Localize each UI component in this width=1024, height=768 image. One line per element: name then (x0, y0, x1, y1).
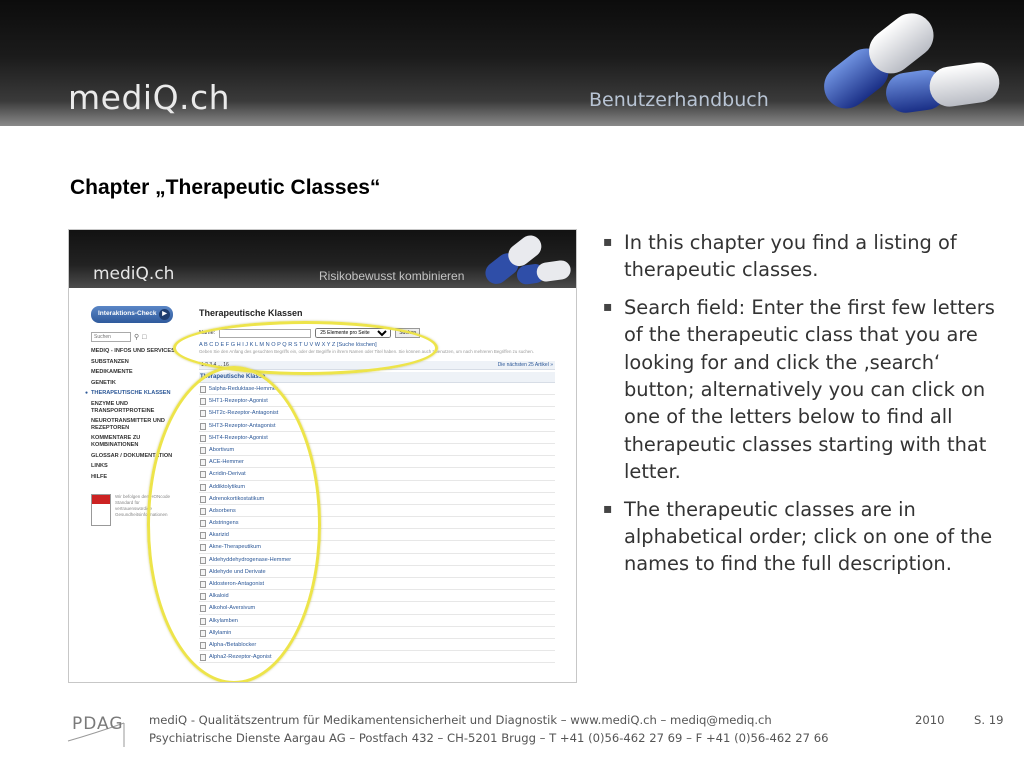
therapeutic-class-item[interactable]: Acridin-Derivat (199, 468, 555, 480)
therapeutic-class-item[interactable]: Alpha2-Rezeptor-Agonist (199, 651, 555, 663)
screenshot-sidebar (91, 306, 186, 526)
therapeutic-class-item[interactable]: Abortivum (199, 444, 555, 456)
per-page-select[interactable] (315, 328, 391, 338)
therapeutic-class-item[interactable]: 5HT2c-Rezeptor-Antagonist (199, 407, 555, 419)
name-input[interactable] (219, 329, 311, 338)
chat-icon[interactable]: □ (142, 333, 147, 341)
search-button[interactable]: Suchen (395, 328, 420, 338)
sidebar-nav-item[interactable]: MEDIKAMENTE (91, 369, 133, 376)
pager-next-link[interactable]: Die nächsten 25 Artikel » (497, 362, 553, 368)
sidebar-nav-item[interactable]: MEDIQ - INFOS UND SERVICES (91, 348, 175, 354)
therapeutic-class-item[interactable]: Adstringens (199, 517, 555, 529)
therapeutic-class-item[interactable]: 5alpha-Reduktase-Hemmer (199, 383, 555, 395)
sidebar-nav-item[interactable]: ENZYME UND TRANSPORTPROTEINE (91, 400, 155, 414)
alphabet-links[interactable]: A B C D E F G H I J K L M N O P Q R S T U V W X Y Z [Suche löschen] (199, 342, 377, 348)
therapeutic-class-item[interactable]: Allylamin (199, 627, 555, 639)
honcode-badge[interactable] (91, 494, 111, 526)
therapeutic-class-item[interactable]: 5HT4-Rezeptor-Agonist (199, 432, 555, 444)
screenshot-heading: Therapeutische Klassen (199, 308, 303, 318)
therapeutic-class-item[interactable]: Adsorbens (199, 505, 555, 517)
therapeutic-class-item[interactable]: Addiktolytikum (199, 481, 555, 493)
therapeutic-class-item[interactable]: Alkylamben (199, 615, 555, 627)
therapeutic-class-list (199, 383, 555, 663)
screenshot-slogan: Risikobewusst kombinieren (319, 269, 465, 283)
slide-title: Chapter „Therapeutic Classes“ (70, 176, 381, 199)
sidebar-nav-item[interactable]: NEUROTRANSMITTER UND REZEPTOREN (91, 418, 165, 431)
page-number: S. 19 (974, 713, 1004, 727)
footer-line-2: Psychiatrische Dienste Aargau AG – Postfach 432 – CH-5201 Brugg – T +41 (0)56-462 27 69 – F +41 (0)56-462 27 66 (149, 731, 829, 745)
arrow-right-icon: ▶ (159, 309, 170, 320)
search-form (199, 328, 555, 338)
therapeutic-class-item[interactable]: ACE-Hemmer (199, 456, 555, 468)
interaction-check-label: Interaktions-Check (98, 310, 157, 317)
interaction-check-button[interactable] (91, 306, 173, 323)
therapeutic-class-item[interactable]: Akne-Therapeutikum (199, 541, 555, 553)
honcode-block (91, 494, 186, 526)
search-hint: Geben Sie den Anfang des gesuchten Begriffs ein, oder der Begriffe in ihrem Namen oder Titel haben. Sie können auch * benutzen, um nach mehreren Begriffen zu suchen. (199, 349, 534, 354)
therapeutic-class-item[interactable]: Aldehyde und Derivate (199, 566, 555, 578)
screenshot-header (69, 230, 577, 288)
sidebar-nav (91, 348, 186, 480)
sidebar-nav-item[interactable]: SUBSTANZEN (91, 358, 129, 365)
sidebar-search (91, 332, 186, 342)
sidebar-nav-item[interactable]: LINKS (91, 463, 108, 470)
sidebar-nav-item[interactable]: GLOSSAR / DOKUMENTATION (91, 452, 173, 459)
pager-pages[interactable]: 1 2 3 4 ... 16 (201, 362, 229, 368)
embedded-screenshot (68, 229, 577, 683)
therapeutic-class-item[interactable]: Adrenokortikostatikum (199, 493, 555, 505)
bullet-item: ▪ The therapeutic classes are in alphabetical order; click on one of the names to find the full description. (602, 496, 1002, 578)
therapeutic-class-item[interactable]: 5HT3-Rezeptor-Antagonist (199, 420, 555, 432)
list-header: Therapeutische Klasse (199, 372, 555, 383)
sidebar-nav-item[interactable]: ● THERAPEUTISCHE KLASSEN (91, 390, 186, 397)
mediq-logo: mediQ.ch (68, 78, 231, 117)
bullet-item: ▪ Search field: Enter the first few letters of the therapeutic class that you are looking for and click the ‚search‘ button; alternatively you can click on one of the letters below to find all therapeutic classes starting with that letter. (602, 294, 1002, 486)
screenshot-capsules (473, 230, 577, 288)
header-subtitle: Benutzerhandbuch (589, 89, 769, 111)
therapeutic-class-item[interactable]: Alpha-/Betablocker (199, 639, 555, 651)
bullet-item: ▪ In this chapter you find a listing of therapeutic classes. (602, 229, 1002, 284)
therapeutic-class-item[interactable]: Akarizid (199, 529, 555, 541)
sidebar-search-input[interactable] (91, 332, 131, 342)
therapeutic-class-item[interactable]: Alkohol-Aversivum (199, 602, 555, 614)
therapeutic-class-item[interactable]: Aldosteron-Antagonist (199, 578, 555, 590)
screenshot-logo: mediQ.ch (93, 264, 175, 284)
sidebar-nav-item[interactable]: KOMMENTARE ZU KOMBINATIONEN (91, 435, 141, 448)
therapeutic-class-item[interactable]: Alkaloid (199, 590, 555, 602)
footer-year: 2010 (915, 713, 945, 727)
search-icon[interactable]: ⚲ (134, 334, 140, 341)
therapeutic-class-item[interactable]: 5HT1-Rezeptor-Agonist (199, 395, 555, 407)
screenshot-main (199, 308, 555, 663)
footer-line-1: mediQ - Qualitätszentrum für Medikamentensicherheit und Diagnostik – www.mediQ.ch – mediq@mediq.ch (149, 713, 772, 727)
honcode-text: Wir befolgen den HONcode Standard für vertrauenswürdige Gesundheitsinformationen (115, 494, 171, 518)
sidebar-nav-item[interactable]: GENETIK (91, 379, 116, 386)
header-banner (0, 0, 1024, 126)
sidebar-nav-item[interactable]: HILFE (91, 473, 108, 480)
capsules-illustration (800, 0, 1024, 126)
pager (199, 361, 555, 370)
bullet-list (602, 229, 1002, 588)
therapeutic-class-item[interactable]: Aldehyddehydrogenase-Hemmer (199, 554, 555, 566)
pdag-logo: PDAG (72, 714, 124, 734)
name-label: Name: (199, 330, 216, 336)
